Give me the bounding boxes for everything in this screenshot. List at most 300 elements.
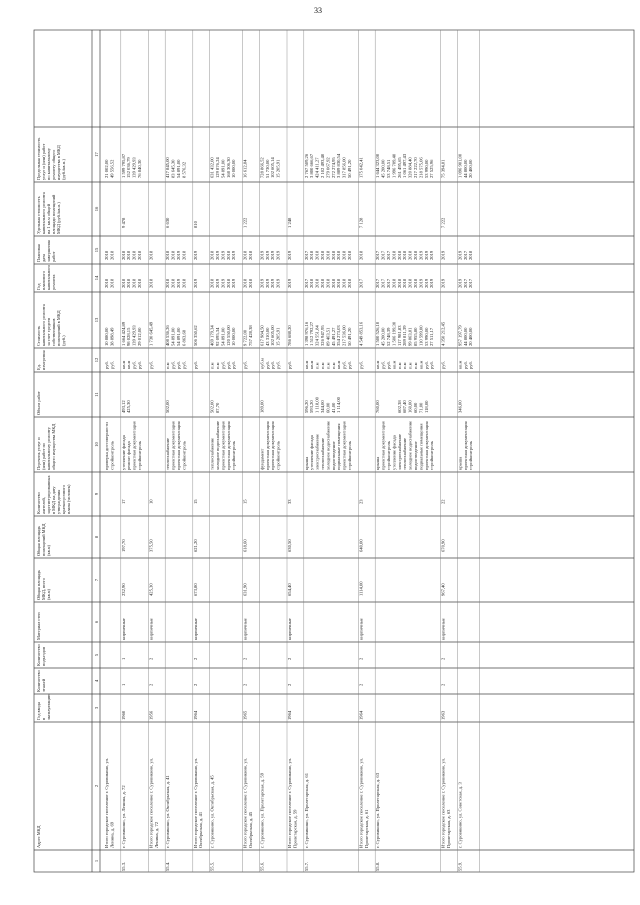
limit-cost: 3 800 666,67 (309, 153, 315, 178)
end-date: 2018 (330, 250, 336, 260)
header-label: Предельная стоимость (36, 137, 41, 180)
cost: 1 398 976,16 (303, 321, 309, 346)
row-number: 55.3. (120, 861, 126, 871)
end-date: 2018 (109, 250, 115, 260)
cost: 786 688,20 (287, 325, 292, 346)
cost: 99 863,81 (407, 327, 413, 346)
limit-cost: 44 800,00 (462, 159, 468, 178)
cost: 50 491,20 (347, 327, 352, 346)
year: 1956 (148, 710, 154, 720)
end-date: 2018 (209, 250, 215, 260)
header-label: Ед. (36, 363, 41, 370)
header-label: подъездов (41, 646, 46, 666)
limit-cost: 2 102 493,40 (320, 153, 325, 178)
year: 1960 (120, 710, 126, 720)
row-number: 55.8. (375, 861, 381, 871)
plan-year: 2017 (462, 278, 468, 288)
total-area: 232,90 (120, 583, 126, 596)
plan-year: 2018 (120, 278, 126, 288)
work-item: стройконтроль (468, 441, 474, 470)
unit: п.м (396, 362, 402, 369)
header-label: зарегистрированных (46, 475, 51, 514)
entrances: 2 (358, 657, 364, 660)
work-item: проектная документация (462, 421, 468, 470)
plan-year: 2019 (259, 278, 265, 288)
unit: п.м (402, 362, 408, 369)
plan-year: 2018 (126, 278, 132, 288)
unit: руб. (242, 361, 248, 369)
header-label: (кв.м) (46, 544, 51, 556)
cost: 757 428,38 (248, 325, 253, 346)
cost: 139 429,93 (131, 325, 137, 346)
work-volume: 760,00 (375, 400, 381, 413)
work-volume: 41,00 (330, 402, 336, 413)
plan-year: 2019 (231, 278, 237, 288)
cost: 6 863,68 (181, 329, 187, 346)
wall-material: кирпичные (440, 618, 446, 640)
column-number: 9 (94, 492, 99, 496)
work-item: стройконтроль (109, 441, 115, 470)
column-number: 7 (94, 578, 99, 582)
end-date: 2018 (126, 250, 132, 260)
work-item: ремонт фасада (126, 441, 132, 470)
total-address: Итого городское поселение г. Суровикино, ул. (104, 757, 109, 848)
entrances: 2 (148, 657, 154, 660)
work-volume: 593,20 (309, 400, 315, 413)
limit-cost: 1 061 497,43 (402, 153, 408, 178)
total-address: Итого городское поселение г. Суровикино, ул. (358, 757, 364, 848)
column-number: 3 (94, 706, 99, 710)
floors: 2 (358, 683, 364, 686)
end-date: 2017 (386, 250, 391, 260)
unit: куб.м (259, 358, 265, 369)
plan-year: 2018 (181, 278, 187, 288)
unit: руб. (109, 361, 115, 369)
work-item: проверка достоверности (104, 422, 109, 470)
header-label: помещений МКД (41, 523, 46, 556)
cost: 110 599,00 (418, 325, 424, 346)
year: 1964 (358, 710, 364, 720)
cost: 45 491,27 (330, 327, 336, 346)
premises-area: 640,00 (358, 539, 364, 552)
floors: 1 (120, 683, 126, 686)
wall-material: кирпичные (120, 618, 126, 640)
work-item: проектная документация (264, 421, 270, 470)
plan-year: 2019 (176, 278, 181, 288)
work-item: подвальные помещения (418, 423, 424, 470)
total-address: Ленина, д. 72 (153, 821, 159, 848)
premises-area: 630,50 (287, 539, 292, 552)
header-label: планового (41, 270, 46, 290)
work-item: теплоснабжение (320, 437, 325, 470)
cost: 957 197,79 (457, 325, 463, 346)
limit-cost: 3 889 830,54 (336, 153, 342, 178)
header-label: Материал стен (36, 612, 41, 640)
end-date: 2018 (320, 250, 325, 260)
work-item: водоотведение (330, 441, 336, 470)
cost: 617 984,50 (259, 325, 265, 346)
header-label: Перечень услуг и (36, 437, 41, 470)
limit-cost: 417 845,00 (165, 157, 171, 178)
address: г. Суровикино, ул. Пролетарская, д. 61 (303, 772, 309, 848)
work-item: проектная документация (225, 421, 231, 470)
cost: 354 273,03 (336, 325, 342, 346)
total-area: 631,90 (242, 583, 248, 596)
limit-cost: 1 096 901,00 (457, 153, 463, 178)
plan-year: 2018 (325, 278, 331, 288)
year: 1964 (192, 710, 198, 720)
end-date: 2019 (270, 250, 276, 260)
plan-year: 2018 (314, 278, 320, 288)
wall-material: кирпичные (192, 618, 198, 640)
plan-year: 2017 (468, 278, 474, 288)
cost: 98 028,15 (126, 327, 132, 346)
work-item: электроснабжение (314, 433, 320, 470)
plan-year: 2018 (148, 278, 154, 288)
plan-year: 2019 (215, 278, 220, 288)
unit: кв.м (418, 360, 424, 369)
work-item: утепление фасада (120, 435, 126, 470)
plan-year: 2019 (192, 278, 198, 288)
limit-cost: 45 200,00 (380, 159, 386, 178)
work-volume: 687,40 (402, 400, 408, 413)
unit: кв.м (375, 360, 381, 369)
cost: 85 955,80 (413, 327, 418, 346)
plan-year: 2018 (320, 278, 325, 288)
unit: руб. (468, 361, 474, 369)
cost: 1 664 424,89 (120, 321, 126, 346)
cost: 469 179,34 (209, 325, 215, 346)
column-number: 16 (94, 206, 99, 212)
work-item: проектная документация (341, 421, 347, 470)
column-number: 12 (94, 357, 99, 363)
plan-year: 2019 (418, 278, 424, 288)
column-number: 17 (94, 152, 99, 157)
cost: 1 500 526,10 (375, 321, 381, 346)
end-date: 2019 (429, 250, 435, 260)
plan-year: 2018 (131, 278, 137, 288)
work-item: стройконтроль (137, 441, 142, 470)
unit: кв.м (336, 360, 342, 369)
end-date: 2018 (314, 250, 320, 260)
cost: 1 506 199,30 (391, 321, 397, 346)
address: г. Суровикино, ул. Пролетарская, д. 63 (375, 772, 381, 848)
header-label: Количество (36, 644, 41, 666)
unit: руб. (231, 361, 237, 369)
end-date: 2018 (341, 250, 347, 260)
plan-year: 2019 (429, 278, 435, 288)
work-item: холодное водоснабжение (215, 420, 220, 470)
address: г. Суровикино, ул. Пролетарская, д. 59 (259, 772, 265, 848)
total-area: 1114,00 (358, 581, 364, 596)
residents: 17 (120, 499, 126, 504)
work-item: холодное водоснабжение (325, 420, 331, 470)
limit-cost: 317 856,00 (341, 157, 347, 178)
header-label: помещений в МКД (56, 310, 61, 346)
work-item: теплоснабжение (402, 437, 408, 470)
limit-cost: 631 432,00 (209, 157, 215, 178)
header-label: плана (человек) (66, 484, 71, 514)
end-date: 2018 (104, 250, 109, 260)
unit: руб. (104, 361, 109, 369)
work-item: проектная документация (170, 421, 176, 470)
premises-area: 375,50 (148, 539, 154, 552)
end-date: 2018 (225, 250, 231, 260)
end-date: 2019 (259, 250, 265, 260)
header-label: за счет средств (46, 317, 51, 346)
work-item: теплоснабжение (165, 437, 171, 470)
limit-cost: 168 306,30 (225, 157, 231, 178)
header-label: МКД (руб./кв.м.) (56, 202, 61, 234)
unit: п.м (165, 362, 171, 369)
work-volume: 502,00 (209, 400, 215, 413)
entrances: 2 (242, 657, 248, 660)
end-date: 2018 (347, 250, 352, 260)
header-label: по капитальному (46, 148, 51, 180)
header-label: Количество (36, 492, 41, 514)
unit: п.м (413, 362, 418, 369)
plan-year: 2018 (330, 278, 336, 288)
end-date: 2019 (176, 250, 181, 260)
plan-year: 2018 (209, 278, 215, 288)
cost: 44 800,00 (462, 327, 468, 346)
work-item: фундамент (259, 448, 265, 470)
header-label: на 1 кв.м общей (46, 204, 51, 234)
address: г. Суровикино, ул. Советская, д. 3 (457, 782, 463, 848)
page-number: 33 (314, 6, 322, 15)
work-volume: 160,00 (407, 400, 413, 413)
plan-year: 2018 (242, 278, 248, 288)
work-item: утепление фасада (309, 435, 315, 470)
unit: п.м (330, 362, 336, 369)
limit-cost: 261 495,65 (396, 157, 402, 178)
plan-year: 2017 (386, 278, 391, 288)
unit: руб. (148, 361, 154, 369)
limit-cost: 20 400,00 (468, 159, 474, 178)
end-date: 2018 (402, 250, 408, 260)
total-area: 673,80 (192, 583, 198, 596)
header-label: капитального ремонта (41, 304, 46, 346)
limit-cost: 279 067,92 (325, 157, 331, 178)
end-date: 2019 (440, 250, 446, 260)
cost: 102 605,00 (270, 325, 276, 346)
work-volume: 71,00 (418, 402, 424, 413)
unit: руб. (137, 361, 142, 369)
column-number: 5 (94, 653, 99, 657)
end-date: 2018 (165, 250, 171, 260)
work-item: стройконтроль (231, 441, 237, 470)
unit: руб. (264, 361, 270, 369)
column-number: 4 (94, 679, 99, 683)
unit: кв.м (303, 360, 309, 369)
work-volume: 1 114,00 (336, 397, 342, 413)
unit: руб. (176, 361, 181, 369)
end-date: 2019 (215, 250, 220, 260)
work-item: крыша (303, 456, 309, 470)
header-label: Плановая (36, 244, 41, 262)
work-volume: 602,38 (396, 400, 402, 413)
cost: 10 000,00 (231, 327, 237, 346)
cost: 43 310,00 (264, 327, 270, 346)
limit-cost: 217 222,70 (413, 157, 418, 178)
column-number: 1 (94, 859, 99, 863)
column-number: 10 (94, 442, 99, 447)
limit-cost: 1 644 323,00 (375, 153, 381, 178)
limit-cost: 728 866,52 (259, 157, 265, 178)
header-label: собственников (51, 318, 56, 346)
unit: руб. (462, 361, 468, 369)
work-item: утепление фасада (391, 435, 397, 470)
limit-cost: 139 429,93 (131, 157, 137, 178)
work-volume: 596,20 (303, 400, 309, 413)
header-label: площади помещений (51, 194, 56, 234)
cost: 120 550,00 (225, 325, 231, 346)
unit: п.м (215, 362, 220, 369)
work-volume: 60,00 (413, 402, 418, 413)
work-volume: 502,00 (165, 400, 171, 413)
work-item: крыша (457, 456, 463, 470)
total-address: Октябрьская, д. 45 (248, 811, 253, 848)
residents: 15 (192, 499, 198, 504)
plan-year: 2018 (225, 278, 231, 288)
row-number: 55.4. (165, 861, 171, 871)
unit: п.м (407, 362, 413, 369)
end-date: 2018 (248, 250, 253, 260)
end-date: 2019 (220, 250, 226, 260)
limit-cost: 53 990,00 (423, 159, 429, 178)
address: г. Суровикино, ул. Ленина, д. 72 (120, 785, 126, 848)
total-address: Итого городское поселение г. Суровикино, ул. (287, 757, 292, 848)
total-address: Итого городское поселение г. Суровикино, ул. (192, 757, 198, 848)
unit: руб. (270, 361, 276, 369)
header-label: (руб./кв.м.) (61, 159, 66, 180)
unit: руб. (275, 361, 281, 369)
floors: 2 (440, 683, 446, 686)
header-label: (руб.) (61, 335, 66, 346)
specific-cost: 810 (192, 221, 198, 228)
cost: 408 536,26 (165, 325, 171, 346)
column-number: 8 (94, 535, 99, 539)
limit-cost: 27 525,96 (429, 159, 435, 178)
cost: 326 947,95 (320, 325, 325, 346)
total-area: 967,40 (440, 583, 446, 596)
unit: руб. (440, 361, 446, 369)
specific-cost: 7 222 (440, 217, 446, 228)
header-label: в МКД на дату (51, 486, 56, 514)
cost: 506 350,62 (192, 325, 198, 346)
end-date: 2019 (264, 250, 270, 260)
floors: 2 (148, 683, 154, 686)
header-label: измерения (41, 350, 46, 370)
residents: 15 (242, 499, 248, 504)
header-label: Общая площадь (36, 569, 41, 600)
unit: руб. (220, 361, 226, 369)
limit-cost: 53 748,51 (386, 159, 391, 178)
header-label: (кв.м) (46, 588, 51, 600)
limit-cost: 8 576,32 (181, 161, 187, 178)
work-item: стройконтроль (429, 441, 435, 470)
specific-cost: 6 630 (165, 217, 171, 228)
unit: руб. (358, 361, 364, 369)
header-label: Адрес МКД (36, 825, 41, 848)
plan-year: 2018 (137, 278, 142, 288)
plan-year: 2017 (375, 278, 381, 288)
cost: 54 891,00 (170, 327, 176, 346)
unit: руб. (380, 361, 386, 369)
column-number: 13 (94, 317, 99, 323)
limit-cost: 15 205,91 (275, 159, 281, 178)
work-volume: 425,30 (126, 400, 132, 413)
unit: кв.м (309, 360, 315, 369)
cost: 27 511,17 (429, 327, 435, 346)
unit: руб. (287, 361, 292, 369)
cost: 89 463,51 (325, 327, 331, 346)
end-date: 2019 (192, 250, 198, 260)
work-item: стройконтроль (386, 441, 391, 470)
wall-material: кирпичные (358, 618, 364, 640)
limit-cost: 424 411,27 (314, 157, 320, 178)
header-label: имущества в МКД (56, 145, 61, 180)
unit: кв.м (126, 360, 132, 369)
cost: 289 811,39 (402, 325, 408, 346)
work-volume: 344,00 (320, 400, 325, 413)
cost: 54 891,00 (176, 327, 181, 346)
header-label: Год (36, 283, 41, 290)
cost: 15 205,91 (275, 327, 281, 346)
work-item: проектная документация (131, 421, 137, 470)
total-address: Октябрьская, д. 41 (198, 811, 204, 848)
work-item: крыша (375, 456, 381, 470)
limit-cost: 10 000,00 (231, 159, 237, 178)
header-label: капитального (46, 264, 51, 290)
work-volume: 346,00 (457, 400, 463, 413)
limit-cost: 75 394,81 (440, 159, 446, 178)
end-date: 2018 (181, 250, 187, 260)
header-label: краткосрочного (61, 484, 66, 514)
header-label: Количество (36, 670, 41, 692)
header-label: завершения (46, 240, 51, 262)
limit-cost: 16 612,84 (242, 159, 248, 178)
plan-year: 2019 (275, 278, 281, 288)
plan-year: 2018 (391, 278, 397, 288)
column-number: 6 (94, 620, 99, 624)
row-number: 55.5. (209, 861, 215, 871)
wall-material: кирпичные (148, 618, 154, 640)
work-item: стройконтроль (347, 441, 352, 470)
plan-year: 2019 (264, 278, 270, 288)
floors: 2 (242, 683, 248, 686)
unit: кв.м (120, 360, 126, 369)
header-label: жителей, (41, 497, 46, 514)
column-number: 2 (94, 784, 99, 788)
end-date: 2018 (120, 250, 126, 260)
limit-cost: 320 884,40 (407, 157, 413, 178)
unit: руб. (181, 361, 187, 369)
limit-cost: 51 730,00 (264, 159, 270, 178)
cost: 117 981,83 (396, 325, 402, 346)
specific-cost: 9 478 (120, 217, 126, 228)
column-number: 11 (94, 392, 99, 397)
unit: п.м (209, 362, 215, 369)
end-date: 2018 (131, 250, 137, 260)
work-volume: 118,00 (423, 400, 429, 413)
end-date: 2018 (336, 250, 342, 260)
floors: 2 (287, 683, 292, 686)
end-date: 2018 (391, 250, 397, 260)
residents: 22 (440, 499, 446, 504)
work-volume: 87,70 (215, 402, 220, 413)
limit-cost: 50 491,20 (347, 159, 352, 178)
